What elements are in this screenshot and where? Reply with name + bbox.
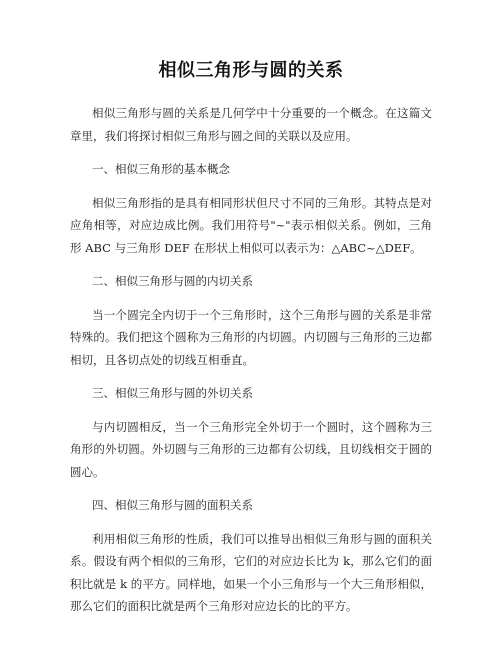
section-heading-1: 一、相似三角形的基本概念 [92,162,230,176]
section-heading-3: 三、相似三角形与圆的外切关系 [92,386,253,400]
section-body-3: 与内切圆相反，当一个三角形完全外切于一个圆时，这个圆称为三角形的外切圆。外切圆与三角形的三边都有公切线，且切线相交于圆的圆心。 [70,419,432,479]
section-body-1: 相似三角形指的是具有相同形状但尺寸不同的三角形。其特点是对应角相等，对应边成比例。我们用符号"~"表示相似关系。例如，三角形 ABC 与三角形 DEF 在形状上相似可以表示为：△ABC~△DEF。 [70,195,432,255]
intro-paragraph: 相似三角形与圆的关系是几何学中十分重要的一个概念。在这篇文章里，我们将探讨相似三角形与圆之间的关联以及应用。 [70,106,432,143]
section-body-2: 当一个圆完全内切于一个三角形时，这个三角形与圆的关系是非常特殊的。我们把这个圆称为三角形的内切圆。内切圆与三角形的三边都相切，且各切点处的切线互相垂直。 [70,307,432,367]
section-heading-2: 二、相似三角形与圆的内切关系 [92,274,253,288]
section-body-4: 利用相似三角形的性质，我们可以推导出相似三角形与圆的面积关系。假设有两个相似的三角形，它们的对应边长比为 k，那么它们的面积比就是 k 的平方。同样地，如果一个小三角形与一个大三角形相似，那么它们的面积比就是两个三角形对应边长的比的平方。 [70,531,432,613]
document-title: 相似三角形与圆的关系 [158,60,344,81]
section-heading-4: 四、相似三角形与圆的面积关系 [92,498,253,512]
